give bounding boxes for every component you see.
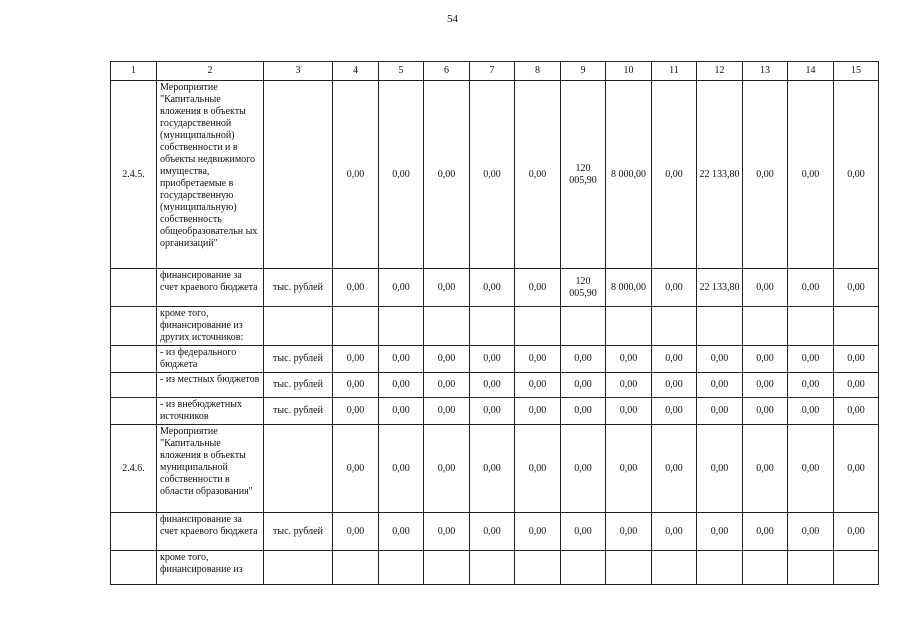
row-unit: тыс. рублей xyxy=(264,373,333,398)
value-cell: 0,00 xyxy=(652,269,697,307)
value-cell: 8 000,00 xyxy=(606,81,652,269)
row-unit: тыс. рублей xyxy=(264,513,333,551)
value-cell: 0,00 xyxy=(606,373,652,398)
value-cell xyxy=(515,551,561,585)
table-row xyxy=(111,373,879,398)
value-cell: 0,00 xyxy=(424,269,470,307)
value-cell: 0,00 xyxy=(515,398,561,425)
value-cell: 0,00 xyxy=(834,373,879,398)
value-cell: 0,00 xyxy=(424,81,470,269)
value-cell xyxy=(424,551,470,585)
value-cell xyxy=(743,551,788,585)
value-cell: 0,00 xyxy=(697,513,743,551)
value-cell: 0,00 xyxy=(561,373,606,398)
value-cell: 0,00 xyxy=(743,373,788,398)
table-row xyxy=(111,513,879,551)
column-header: 8 xyxy=(515,62,561,81)
value-cell: 120 005,90 xyxy=(561,269,606,307)
value-cell: 0,00 xyxy=(652,373,697,398)
value-cell xyxy=(561,307,606,346)
value-cell xyxy=(834,551,879,585)
column-header: 14 xyxy=(788,62,834,81)
value-cell: 0,00 xyxy=(652,81,697,269)
value-cell: 0,00 xyxy=(424,346,470,373)
value-cell: 0,00 xyxy=(743,81,788,269)
value-cell: 0,00 xyxy=(697,425,743,513)
value-cell xyxy=(424,307,470,346)
value-cell: 0,00 xyxy=(834,513,879,551)
row-description: финансирование за счет краевого бюджета xyxy=(157,513,264,551)
row-unit: тыс. рублей xyxy=(264,269,333,307)
value-cell: 0,00 xyxy=(788,425,834,513)
column-header: 7 xyxy=(470,62,515,81)
row-code: 2.4.6. xyxy=(111,425,157,513)
row-description: финансирование за счет краевого бюджета xyxy=(157,269,264,307)
column-header: 4 xyxy=(333,62,379,81)
value-cell: 0,00 xyxy=(606,346,652,373)
table-row xyxy=(111,307,879,346)
value-cell: 0,00 xyxy=(333,373,379,398)
value-cell: 0,00 xyxy=(470,81,515,269)
header-row xyxy=(111,62,879,81)
value-cell: 0,00 xyxy=(379,398,424,425)
column-header: 1 xyxy=(111,62,157,81)
value-cell: 0,00 xyxy=(834,346,879,373)
row-unit xyxy=(264,425,333,513)
value-cell: 0,00 xyxy=(743,346,788,373)
value-cell: 0,00 xyxy=(788,269,834,307)
value-cell: 0,00 xyxy=(333,425,379,513)
value-cell: 0,00 xyxy=(333,346,379,373)
value-cell: 0,00 xyxy=(788,346,834,373)
value-cell: 0,00 xyxy=(561,425,606,513)
value-cell xyxy=(697,307,743,346)
column-header: 5 xyxy=(379,62,424,81)
value-cell: 22 133,80 xyxy=(697,81,743,269)
column-header: 2 xyxy=(157,62,264,81)
value-cell: 0,00 xyxy=(697,398,743,425)
value-cell: 0,00 xyxy=(834,425,879,513)
table-row xyxy=(111,551,879,585)
value-cell: 0,00 xyxy=(470,398,515,425)
value-cell: 0,00 xyxy=(379,269,424,307)
value-cell: 0,00 xyxy=(834,398,879,425)
row-unit: тыс. рублей xyxy=(264,346,333,373)
value-cell: 0,00 xyxy=(333,398,379,425)
value-cell xyxy=(697,551,743,585)
value-cell xyxy=(470,551,515,585)
row-unit xyxy=(264,551,333,585)
value-cell: 0,00 xyxy=(470,346,515,373)
value-cell xyxy=(834,307,879,346)
value-cell: 0,00 xyxy=(561,346,606,373)
row-code xyxy=(111,551,157,585)
value-cell: 0,00 xyxy=(652,425,697,513)
column-header: 13 xyxy=(743,62,788,81)
value-cell: 0,00 xyxy=(788,513,834,551)
value-cell xyxy=(333,307,379,346)
value-cell: 0,00 xyxy=(606,513,652,551)
value-cell: 0,00 xyxy=(379,425,424,513)
value-cell: 0,00 xyxy=(424,398,470,425)
column-header: 3 xyxy=(264,62,333,81)
row-unit xyxy=(264,307,333,346)
value-cell: 0,00 xyxy=(470,425,515,513)
row-code xyxy=(111,346,157,373)
value-cell xyxy=(333,551,379,585)
value-cell: 0,00 xyxy=(333,269,379,307)
value-cell: 0,00 xyxy=(379,373,424,398)
value-cell: 0,00 xyxy=(743,513,788,551)
value-cell: 0,00 xyxy=(424,425,470,513)
value-cell: 0,00 xyxy=(743,398,788,425)
value-cell xyxy=(470,307,515,346)
value-cell xyxy=(652,551,697,585)
row-unit: тыс. рублей xyxy=(264,398,333,425)
value-cell xyxy=(606,551,652,585)
value-cell: 0,00 xyxy=(652,513,697,551)
row-description: Мероприятие "Капитальные вложения в объекты муниципальной собственности в области образования" xyxy=(157,425,264,513)
value-cell xyxy=(379,307,424,346)
row-code: 2.4.5. xyxy=(111,81,157,269)
row-code xyxy=(111,307,157,346)
value-cell: 0,00 xyxy=(379,81,424,269)
value-cell xyxy=(515,307,561,346)
value-cell: 0,00 xyxy=(333,81,379,269)
row-code xyxy=(111,513,157,551)
value-cell xyxy=(652,307,697,346)
value-cell: 0,00 xyxy=(424,513,470,551)
table-row xyxy=(111,81,879,269)
row-description: - из местных бюджетов xyxy=(157,373,264,398)
value-cell: 0,00 xyxy=(561,513,606,551)
value-cell: 0,00 xyxy=(379,513,424,551)
column-header: 11 xyxy=(652,62,697,81)
value-cell: 0,00 xyxy=(561,398,606,425)
column-header: 10 xyxy=(606,62,652,81)
value-cell xyxy=(743,307,788,346)
value-cell: 0,00 xyxy=(470,269,515,307)
value-cell: 8 000,00 xyxy=(606,269,652,307)
value-cell xyxy=(606,307,652,346)
value-cell: 0,00 xyxy=(515,346,561,373)
row-unit xyxy=(264,81,333,269)
column-header: 9 xyxy=(561,62,606,81)
value-cell: 0,00 xyxy=(515,81,561,269)
row-description: Мероприятие "Капитальные вложения в объекты государственной (муниципальной) собственности и в объекты недвижимого имущества, приобретаемые в государственную (муниципальную) собственность общеобразовательн ых организаций" xyxy=(157,81,264,269)
value-cell xyxy=(788,551,834,585)
row-description: - из внебюджетных источников xyxy=(157,398,264,425)
value-cell: 0,00 xyxy=(652,346,697,373)
value-cell xyxy=(379,551,424,585)
value-cell: 0,00 xyxy=(788,81,834,269)
value-cell: 120 005,90 xyxy=(561,81,606,269)
value-cell: 0,00 xyxy=(515,269,561,307)
table-row xyxy=(111,398,879,425)
value-cell: 0,00 xyxy=(788,373,834,398)
value-cell: 0,00 xyxy=(743,425,788,513)
value-cell: 0,00 xyxy=(424,373,470,398)
budget-table xyxy=(110,61,879,585)
row-description: кроме того, финансирование из xyxy=(157,551,264,585)
value-cell: 0,00 xyxy=(470,513,515,551)
table-row xyxy=(111,269,879,307)
value-cell: 0,00 xyxy=(515,513,561,551)
value-cell: 22 133,80 xyxy=(697,269,743,307)
value-cell: 0,00 xyxy=(606,398,652,425)
column-header: 15 xyxy=(834,62,879,81)
value-cell: 0,00 xyxy=(470,373,515,398)
value-cell: 0,00 xyxy=(788,398,834,425)
value-cell: 0,00 xyxy=(652,398,697,425)
value-cell: 0,00 xyxy=(333,513,379,551)
value-cell: 0,00 xyxy=(697,373,743,398)
table-row xyxy=(111,346,879,373)
value-cell: 0,00 xyxy=(606,425,652,513)
row-description: кроме того, финансирование из других источников: xyxy=(157,307,264,346)
value-cell xyxy=(561,551,606,585)
value-cell: 0,00 xyxy=(379,346,424,373)
column-header: 12 xyxy=(697,62,743,81)
table-row xyxy=(111,425,879,513)
value-cell: 0,00 xyxy=(834,269,879,307)
row-description: - из федерального бюджета xyxy=(157,346,264,373)
page-number: 54 xyxy=(447,13,458,25)
column-header: 6 xyxy=(424,62,470,81)
row-code xyxy=(111,269,157,307)
row-code xyxy=(111,398,157,425)
value-cell: 0,00 xyxy=(697,346,743,373)
value-cell xyxy=(788,307,834,346)
row-code xyxy=(111,373,157,398)
value-cell: 0,00 xyxy=(515,373,561,398)
value-cell: 0,00 xyxy=(834,81,879,269)
value-cell: 0,00 xyxy=(743,269,788,307)
value-cell: 0,00 xyxy=(515,425,561,513)
